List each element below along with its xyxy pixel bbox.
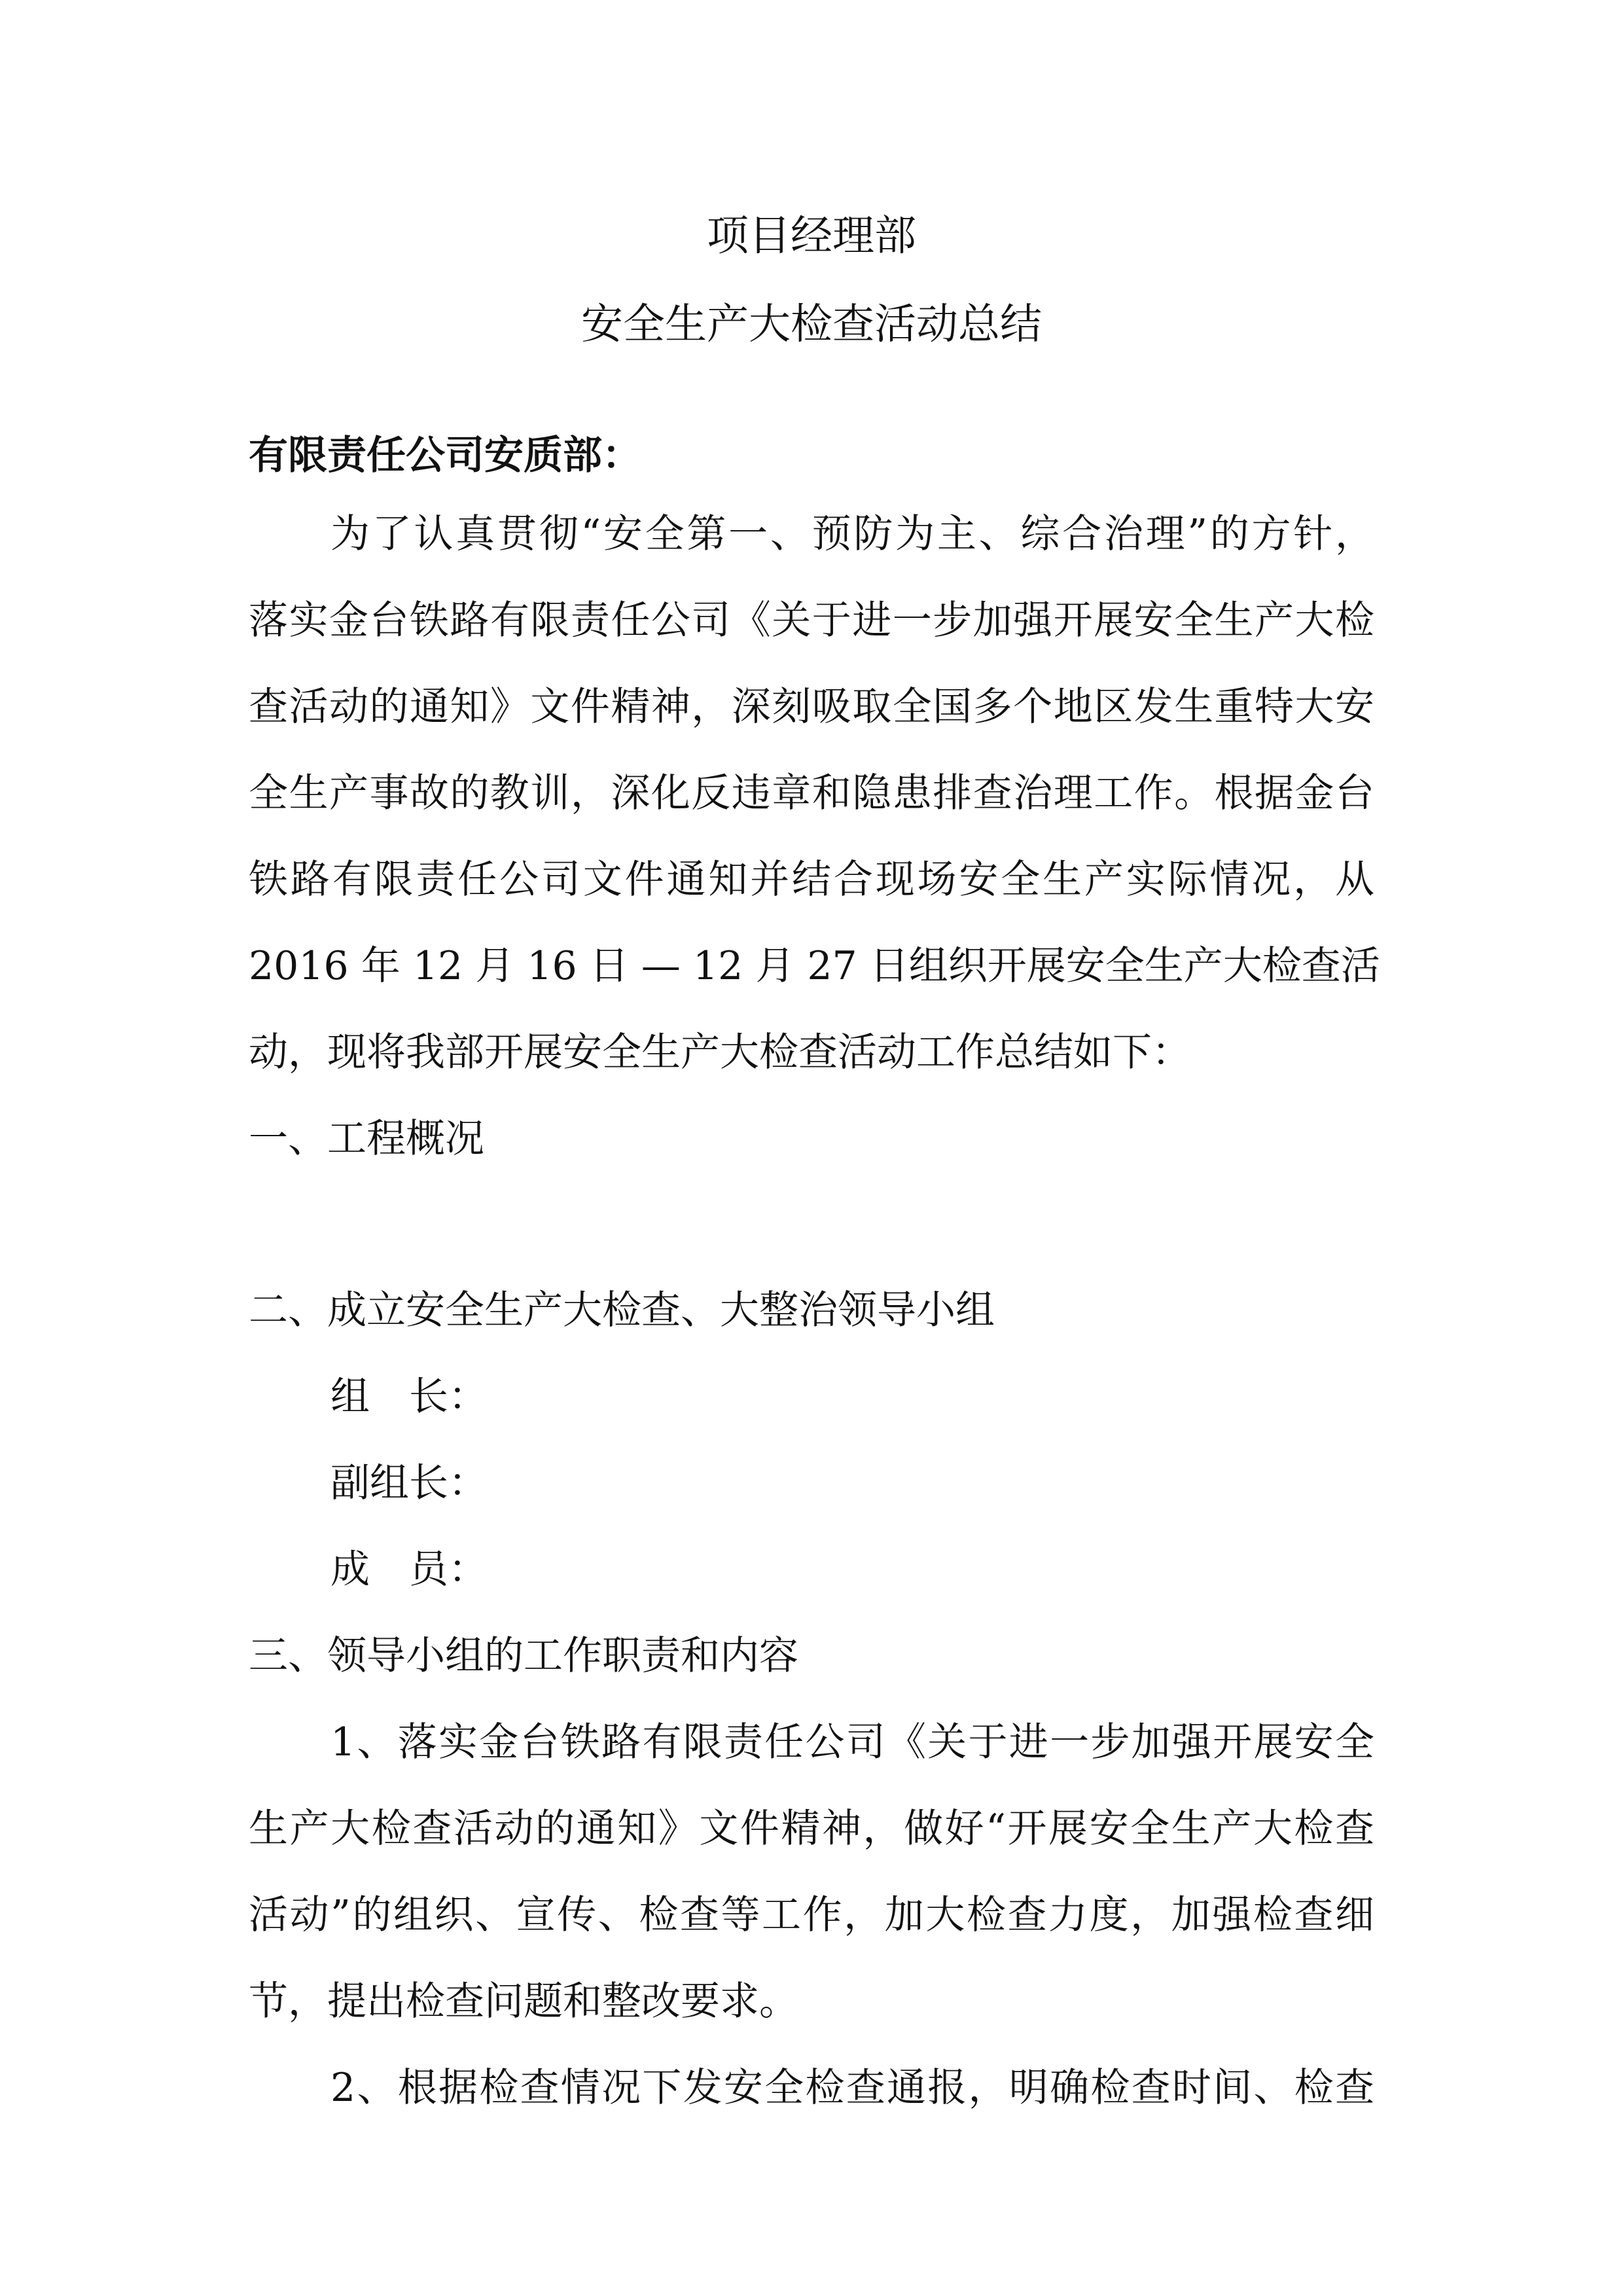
- intro-line: 动，现将我部开展安全生产大检查活动工作总结如下：: [249, 1030, 1191, 1075]
- title-line-1: 项目经理部: [707, 212, 916, 260]
- intro-line: 落实金台铁路有限责任公司《关于进一步加强开展安全生产大检: [249, 598, 1374, 643]
- leader-label: 组 长：: [330, 1374, 488, 1420]
- item2-line: 2、根据检查情况下发安全检查通报，明确检查时间、检查: [330, 2065, 1374, 2111]
- intro-line: 查活动的通知》文件精神，深刻吸取全国多个地区发生重特大安: [249, 684, 1374, 730]
- section-heading-2: 二、成立安全生产大检查、大整治领导小组: [249, 1287, 995, 1333]
- item1-line: 节，提出检查问题和整改要求。: [249, 1979, 798, 2024]
- intro-line: 2016 年 12 月 16 日 — 12 月 27 日组织开展安全生产大检查活: [249, 943, 1380, 989]
- section-heading-1: 一、工程概况: [249, 1116, 484, 1162]
- intro-line: 全生产事故的教训，深化反违章和隐患排查治理工作。根据金台: [249, 770, 1374, 816]
- intro-line: 铁路有限责任公司文件通知并结合现场安全生产实际情况，从: [249, 857, 1374, 903]
- deputy-leader-label: 副组长：: [330, 1460, 488, 1506]
- addressee: 有限责任公司安质部：: [249, 433, 641, 478]
- item1-line: 1、落实金台铁路有限责任公司《关于进一步加强开展安全: [330, 1719, 1374, 1765]
- intro-line: 为了认真贯彻“安全第一、预防为主、综合治理”的方针，: [330, 511, 1374, 557]
- section-heading-3: 三、领导小组的工作职责和内容: [249, 1633, 798, 1679]
- title-line-2: 安全生产大检查活动总结: [581, 300, 1042, 349]
- item1-line: 生产大检查活动的通知》文件精神，做好“开展安全生产大检查: [249, 1806, 1374, 1852]
- item1-line: 活动”的组织、宣传、检查等工作，加大检查力度，加强检查细: [249, 1892, 1374, 1938]
- members-label: 成 员：: [330, 1547, 488, 1592]
